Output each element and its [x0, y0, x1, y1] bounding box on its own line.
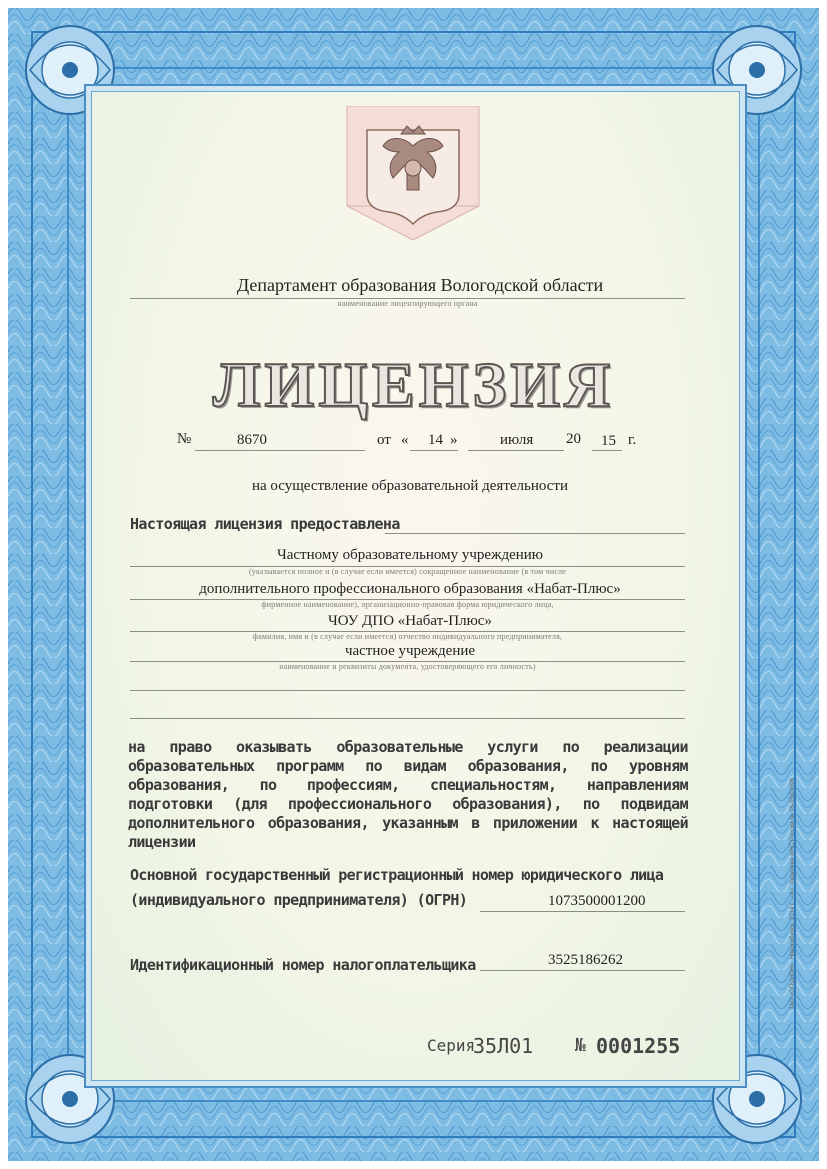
license-rights-text: на право оказывать образовательные услуги по реализации образовательных программ по видам образования, по уровням образования, по профессиям, специальностям, направлениям подготовки (для профессионального образования), по подвидам дополнительного образования, указанным в приложении к настоящей лицензии [128, 738, 688, 851]
inn-value: 3525186262 [548, 952, 623, 968]
series-number: 0001255 [596, 1034, 681, 1058]
printer-imprint: ЗАО «ОПЦИОН», Новосибирск, 2014 г., «А». Лицензия ФНС России № 05-05/01006 [790, 777, 796, 1010]
quote-open: « [401, 432, 409, 448]
from-label: от [377, 432, 391, 448]
day-underline [410, 450, 458, 451]
licensee-line-4: частное учреждение [344, 643, 476, 659]
year-prefix: 20 [566, 431, 581, 447]
document-title: ЛИЦЕНЗИЯ [212, 349, 615, 420]
licensee-line-1: Частному образовательному учреждению [276, 547, 544, 563]
licensee-caption-3: фамилия, имя и (в случае если имеется) отчество индивидуального предпринимателя, [252, 632, 563, 641]
license-subject: на осуществление образовательной деятельности [251, 478, 569, 494]
blank-underline-2 [130, 718, 685, 719]
granted-label: Настоящая лицензия предоставлена [130, 515, 400, 533]
license-number: 8670 [237, 432, 267, 448]
license-month: июля [500, 432, 534, 448]
year-label: г. [628, 432, 637, 448]
authority-caption: наименование лицензирующего органа [337, 299, 478, 308]
inn-label: Идентификационный номер налогоплательщика [130, 956, 476, 974]
licensee-caption-1: (указывается полное и (в случае если имеется) сокращенное наименование (в том числе [248, 567, 567, 576]
quote-close: » [450, 432, 458, 448]
series-label: Серия [427, 1036, 476, 1055]
blank-underline-1 [130, 690, 685, 691]
series-number-label: № [575, 1035, 586, 1056]
ogrn-underline [480, 911, 685, 912]
inn-underline [480, 970, 685, 971]
licensee-line-3: ЧОУ ДПО «Набат-Плюс» [328, 613, 492, 629]
licensee-line-2: дополнительного профессионального образования «Набат-Плюс» [199, 581, 621, 597]
number-underline [195, 450, 365, 451]
granted-underline [385, 533, 685, 534]
ogrn-value: 1073500001200 [548, 893, 646, 909]
coat-of-arms-icon [343, 106, 483, 240]
number-label: № [177, 431, 192, 447]
ogrn-label-line-2: (индивидуального предпринимателя) (ОГРН) [130, 891, 468, 909]
year-suffix: 15 [601, 433, 616, 449]
licensing-authority: Департамент образования Вологодской области [236, 275, 604, 295]
license-day: 14 [428, 432, 443, 448]
year-underline [592, 450, 622, 451]
licensee-caption-4: наименование и реквизиты документа, удостоверяющего его личность) [279, 662, 536, 671]
ogrn-label-line-1: Основной государственный регистрационный номер юридического лица [130, 866, 664, 884]
month-underline [468, 450, 564, 451]
licensee-caption-2: фирменное наименование), организационно-правовая форма юридического лица, [261, 600, 554, 609]
series-value: 35Л01 [473, 1034, 534, 1058]
